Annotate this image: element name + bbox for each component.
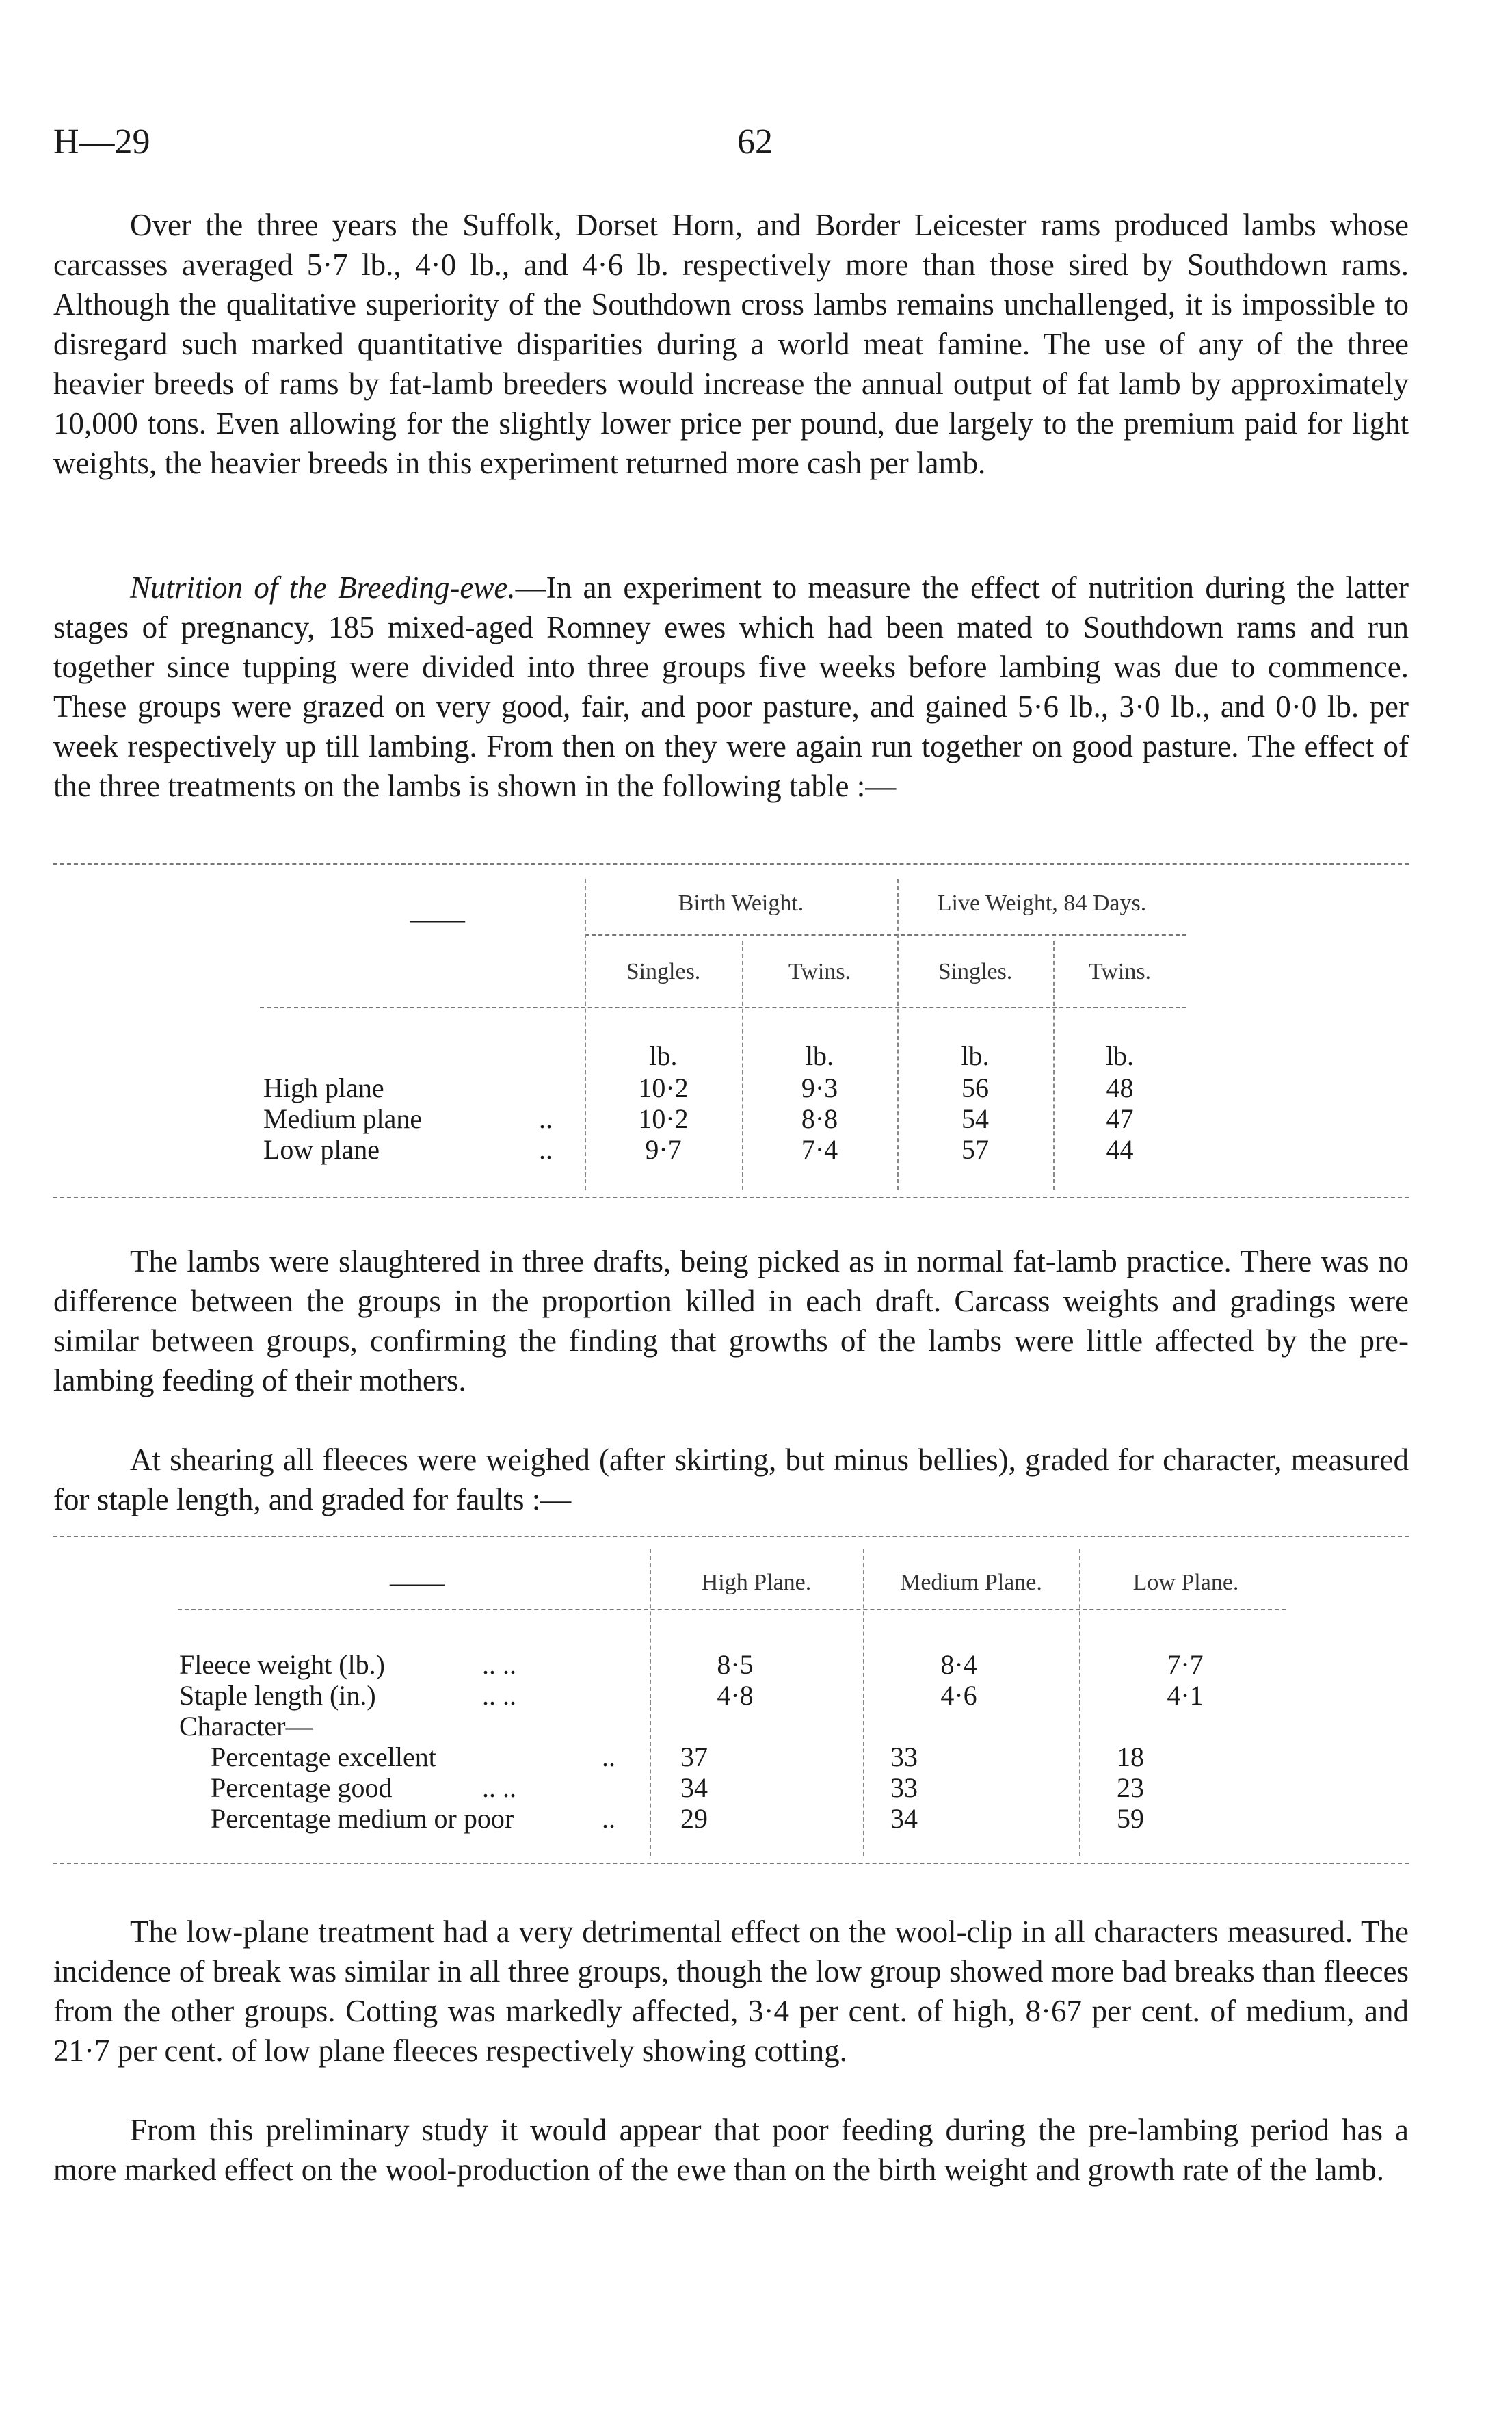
table-cell: 34 — [680, 1772, 708, 1803]
leader-dots: .. .. — [482, 1680, 516, 1711]
table-cell: 18 — [1117, 1742, 1144, 1772]
unit-label: lb. — [805, 1040, 834, 1071]
sub-header: Twins. — [788, 959, 851, 984]
table-cell: 33 — [890, 1772, 918, 1803]
row-label-percentage-good: Percentage good — [211, 1772, 393, 1803]
row-label-medium-plane: Medium plane — [263, 1103, 423, 1134]
table-rule — [585, 934, 1186, 936]
column-header-high-plane: High Plane. — [701, 1570, 812, 1595]
row-label-low-plane: Low plane — [263, 1134, 380, 1165]
row-label-percentage-excellent: Percentage excellent — [211, 1742, 436, 1772]
table-cell: 7·4 — [801, 1134, 838, 1165]
table-rule — [260, 1007, 1186, 1008]
table-cell: 57 — [961, 1134, 989, 1165]
leader-dots: .. — [539, 1103, 553, 1134]
paragraph-low-plane-effect: The low-plane treatment had a very detrimental effect on the wool-clip in all characters measured. The incidence of break was similar in all three groups, though the low group showed more bad breaks than fleeces from the other groups. Cotting was markedly affected, 3·4 per cent. of high, 8·67 per cent. of medium, and 21·7 per cent. of low plane fleeces respectively showing cotting. — [53, 1915, 1409, 2068]
table-stub-header: —— — [410, 904, 465, 934]
table-cell: 10·2 — [638, 1073, 689, 1103]
paragraph-nutrition — [53, 568, 1409, 806]
leader-dots: .. .. — [482, 1649, 516, 1680]
page-header — [53, 122, 1421, 176]
table-rule — [53, 1863, 1409, 1864]
table-cell: 33 — [890, 1742, 918, 1772]
table-stub-header: —— — [390, 1567, 445, 1598]
row-label-percentage-medium-or-poor: Percentage medium or poor — [211, 1803, 514, 1834]
table-cell: 9·7 — [645, 1134, 682, 1165]
group-header-birth-weight: Birth Weight. — [678, 891, 804, 916]
leader-dots: .. .. — [482, 1772, 516, 1803]
row-label-high-plane: High plane — [263, 1073, 384, 1103]
table-cell: 4·6 — [940, 1680, 977, 1711]
sub-header: Singles. — [938, 959, 1013, 984]
paragraph-shearing: At shearing all fleeces were weighed (after skirting, but minus bellies), graded for character, measured for staple length, and graded for faults :— — [53, 1443, 1409, 1516]
table-cell: 56 — [961, 1073, 989, 1103]
paragraph-conclusion: From this preliminary study it would appear that poor feeding during the pre-lambing period has a more marked effect on the wool-production of the ewe than on the birth weight and growth rate of the lamb. — [53, 2113, 1409, 2187]
leader-dots: .. — [602, 1803, 615, 1834]
table-cell: 4·8 — [717, 1680, 754, 1711]
sub-header: Singles. — [626, 959, 701, 984]
table-cell: 9·3 — [801, 1073, 838, 1103]
unit-label: lb. — [649, 1040, 678, 1071]
table-cell: 59 — [1117, 1803, 1144, 1834]
table-cell: 8·4 — [940, 1649, 977, 1680]
table-cell: 34 — [890, 1803, 918, 1834]
paragraph-ram-breeds: Over the three years the Suffolk, Dorset Horn, and Border Leicester rams produced lambs whose carcasses averaged 5·7 lb., 4·0 lb., and 4·6 lb. respectively more than those sired by Southdown rams. Although the qualitative superiority of the Southdown cross lambs remains unchallenged, it is impossible to disregard such marked quantitative disparities during a world meat famine. The use of any of the three heavier breeds of rams by fat-lamb breeders would increase the annual output of fat lamb by approximately 10,000 tons. Even allowing for the slightly lower price per pound, due largely to the premium paid for light weights, the heavier breeds in this experiment returned more cash per lamb. — [53, 208, 1409, 480]
leader-dots: .. — [602, 1742, 615, 1772]
table-cell: 47 — [1106, 1103, 1134, 1134]
table-cell: 48 — [1106, 1073, 1134, 1103]
table-cell: 7·7 — [1167, 1649, 1204, 1680]
table-cell: 10·2 — [638, 1103, 689, 1134]
table-cell: 44 — [1106, 1134, 1134, 1165]
unit-label: lb. — [1105, 1040, 1135, 1071]
page-number: 62 — [737, 122, 773, 161]
table-rule — [53, 1536, 1409, 1537]
row-label-staple-length: Staple length (in.) — [179, 1680, 376, 1711]
table-cell: 23 — [1117, 1772, 1144, 1803]
unit-label: lb. — [961, 1040, 990, 1071]
table-cell: 29 — [680, 1803, 708, 1834]
table-cell: 8·8 — [801, 1103, 838, 1134]
sub-header: Twins. — [1088, 959, 1152, 984]
leader-dots: .. — [539, 1134, 553, 1165]
column-header-low-plane: Low Plane. — [1132, 1570, 1239, 1595]
table-cell: 37 — [680, 1742, 708, 1772]
table-cell: 8·5 — [717, 1649, 754, 1680]
row-label-fleece-weight: Fleece weight (lb.) — [179, 1649, 385, 1680]
section-heading-nutrition: Nutrition of the Breeding-ewe. — [130, 570, 516, 605]
paragraph-slaughter: The lambs were slaughtered in three drafts, being picked as in normal fat-lamb practice. There was no difference between the groups in the proportion killed in each draft. Carcass weights and gradings were similar between groups, confirming the finding that growths of the lambs were little affected by the pre-lambing feeding of their mothers. — [53, 1244, 1409, 1397]
group-header-live-weight: Live Weight, 84 Days. — [937, 891, 1147, 916]
table-rule — [178, 1609, 1286, 1610]
table-rule — [53, 1197, 1409, 1198]
table-cell: 54 — [961, 1103, 989, 1134]
paragraph-nutrition-text: —In an experiment to measure the effect of nutrition during the latter stages of pregnancy, 185 mixed-aged Romney ewes which had been mated to Southdown rams and run together since tupping were divided into three groups five weeks before lambing was due to commence. These groups were grazed on very good, fair, and poor pasture, and gained 5·6 lb., 3·0 lb., and 0·0 lb. per week respectively up till lambing. From then on they were again run together on good pasture. The effect of the three treatments on the lambs is shown in the following table :— — [53, 570, 1409, 803]
table-rule — [53, 863, 1409, 865]
document-code: H—29 — [53, 122, 150, 161]
table-cell: 4·1 — [1167, 1680, 1204, 1711]
row-label-character: Character— — [179, 1711, 313, 1742]
column-header-medium-plane: Medium Plane. — [900, 1570, 1042, 1595]
